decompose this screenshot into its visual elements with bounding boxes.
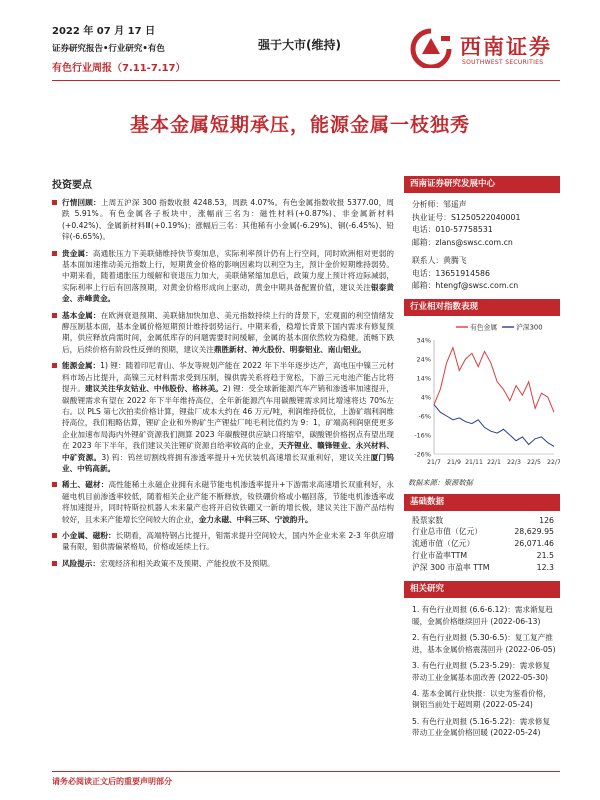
basic-data-label: 行业总市值（亿元） [412,527,483,537]
basic-data-value: 26,071.46 [514,539,554,549]
y-tick-label: 34% [416,336,431,344]
bullet-text: 上周五沪深 300 指数收报 4248.53，周跌 4.07%。有色金属指数收报 5377.00，周跌 5.91%。有色金属各子板块中，涨幅前三名为：磁性材料(+0.87%)、非金属新材料(+0.42%)、金属新材料Ⅲ(+0.19%)；涨幅后三名：其他稀有小金属(-6.29%)、铜(-6.45%)、铅锌(-6.65%)。 [62,198,394,242]
legend-label: 沪深300 [516,323,543,331]
x-tick-label: 21/11 [465,458,483,466]
bullet-text: 高性能稀土永磁企业拥有永磁节能电机渗透率提升+下游需求高速增长双重利好，永磁电机目前渗透率较低，随着相关企业产能不断释放，钕铁硼价格或小幅回落，节能电机渗透率或将加速提升，同时特斯拉机器人未来量产也将开启钕铁硼又一新的增长极，建议关注下游产品结构较好，且未来产能增长空间较大的企业， [62,480,395,524]
bullet-label: 风险提示： [62,558,100,568]
x-tick-label: 22/5 [527,458,541,466]
bullet-energy-metals [52,360,394,474]
logo-english-name: SOUTHWEST SECURITIES [462,59,544,66]
basic-data-bar: 基础数据 [404,494,560,511]
footer-disclaimer: 请务必阅读正文后的重要声明部分 [52,777,172,786]
basic-data-value: 21.5 [536,550,554,560]
bullet-picks: 鼎胜新材、神火股份、明泰铝业、南山铝业。 [213,344,366,354]
bullet-label: 行情回顾： [62,198,101,207]
related-list [404,598,560,738]
analyst-email: 邮箱：zlans@swsc.com.cn [412,237,513,247]
chart-source: 数据来源：聚源数据 [408,477,473,487]
series-line-csi300 [434,404,554,446]
basic-data-list [404,511,560,574]
contact-name: 联系人：黄腾飞 [412,256,467,265]
bullet-text: 在欧洲衰退预期、美联储加快加息、美元指数持续上行的背景下，宏观面的利空情绪发酵压制基本面，基本金属价格短期预计维持弱势运行。中期来看，稳增长背景下国内需求有修复预期，供应释放尚需时间，金属低库存的问题需要时间缓解，金属的基本面依然较为稳健。流畅下跌后，后续价格有阶段性反弹的预期，建议关注 [62,310,395,354]
x-tick-label: 22/7 [547,458,560,466]
x-tick-label: 22/3 [507,458,521,466]
contact-email: 邮箱：htengf@swsc.com.cn [412,281,519,290]
basic-data-label: 沪深 300 市盈率 TTM [412,562,490,572]
series-line-nonferrous [434,347,554,412]
trend-chart-svg [404,318,560,476]
bullet-text: 长期看，高端特钢占比提升，钼需求提升空间较大，国内外企业未来 2-3 年供应增量有限，钼供需偏紧格局，价格或延续上行。 [62,530,394,552]
bullet-text: 3) 钨：钨丝切割线将拥有渗透率提升+光伏装机高速增长双重利好，建议关注 [101,452,371,462]
section-title: 投资要点 [52,180,92,191]
investment-points [52,176,394,574]
bullet-minor-metals [52,530,394,553]
related-item[interactable]: 2. 有色行业周报 (5.30-6.5)：复工复产推进，基本金属价格震荡回升 (2022-06-05) [412,633,556,654]
bullet-picks: 建议关注华友钴业、中伟股份、格林美。 [84,384,223,394]
logo-mark-icon [408,28,454,68]
chart-bar: 行业相对指数表现 [404,299,560,316]
company-logo [408,28,558,72]
bullet-precious-metals [52,248,394,305]
y-tick-label: -26% [414,450,431,458]
y-tick-label: -6% [418,412,431,420]
analyst-cert: 执业证号：S1250522040001 [412,212,521,222]
basic-data-value: 126 [539,515,554,525]
contact-phone: 电话：13651914586 [412,268,490,278]
related-bar: 相关研究 [404,581,560,598]
basic-data-row [404,550,560,562]
basic-data-row [404,515,560,527]
y-tick-label: 4% [420,393,431,401]
basic-data-label: 流通市值（亿元） [412,539,475,549]
y-tick-label: 14% [416,374,431,382]
bullet-label: 能源金属： [62,361,101,371]
analyst-block [404,193,560,293]
basic-data-value: 12.3 [536,562,554,572]
analyst-name: 分析师：邹遥声 [412,200,467,209]
basic-data-row [404,562,560,574]
trend-chart [404,318,560,476]
related-item[interactable]: 3. 有色行业周报 (5.23-5.29)：需求修复带动工业金属基本面改善 (2022-05-30) [412,661,551,682]
x-tick-label: 21/7 [427,458,441,466]
bullet-picks: 厦门钨业、中钨高新。 [62,452,395,473]
bullet-label: 贵金属： [62,248,93,258]
legend-label: 有色金属 [470,323,498,331]
bullet-text: 2) 锂：受全球新能源汽车产销和渗透率加速提升，碳酸锂需求有望在 2022 年下半年维持高位，全年新能源汽车用碳酸锂需求同比增速将达 70%左右。以 PLS 第七次拍卖价格计算，锂盐厂成本大约在 46 万元/吨，利润维持低位，上游矿端利润维持高位，我们粗略估算，锂矿企业和外购矿生产锂盐厂吨毛利比值约为 9：1，矿端高利润驱使更多企业加速布局海内外锂矿资源我们测算 2023 年碳酸锂供应缺口将缩窄，碳酸锂价格拐点有望出现在 2023 年下半年，我们建议关注锂矿资源自给率较高的企业， [62,384,394,451]
related-item[interactable]: 1. 有色行业周报 (6.6-6.12)：需求渐复趋暖，金属价格继续回升 (2022-06-13) [412,605,553,626]
analyst-phone: 电话：010-57758531 [412,225,493,234]
report-headline: 基本金属短期承压，能源金属一枝独秀 [129,114,470,136]
bullet-rare-earth [52,479,394,525]
header-divider [52,80,560,81]
basic-data-row [404,526,560,538]
report-date: 2022 年 07 月 17 日 [52,26,156,37]
bullet-text: 宏观经济和相关政策不及预期、产能投放不及预期。 [99,558,275,568]
related-item[interactable]: 5. 有色行业周报 (5.16-5.22)：需求修复带动工业金属价格回暖 (2022-05-24) [412,716,551,738]
report-type: 证券研究报告•行业研究•有色 [52,44,165,54]
x-tick-label: 21/9 [447,458,461,466]
bullet-market-review [52,197,394,243]
bullet-picks: 天齐锂业、赣锋锂业、永兴材料、中矿资源。 [62,441,395,462]
logo-chinese-name: 西南证券 [460,35,552,59]
sidebar [404,176,560,744]
bullet-picks: 金力永磁、中科三环、宁波韵升。 [198,514,313,524]
bullet-risk [52,558,394,569]
basic-data-label: 股票家数 [412,515,444,525]
x-tick-label: 22/1 [487,458,501,466]
bullet-label: 稀土、磁材： [62,480,109,490]
basic-data-label: 行业市盈率TTM [412,550,468,560]
bullet-text: 1) 锂：随着印尼青山、华友等规划产能在 2022 年下半年逐步达产，高电压中镍三元材料市场占比提升，高镍三元材料需求受到压制，镍供需关系将趋于宽松，下游三元电池产能占比将提升。 [62,361,395,394]
y-tick-label: 24% [416,355,431,363]
basic-data-value: 28,629.95 [514,527,554,537]
related-item[interactable]: 4. 基本金属行业快报：以史为鉴看价格，铜铝当前处于超周期 (2022-05-24) [412,688,551,710]
weekly-title: 有色行业周报（7.11-7.17） [52,63,186,74]
bullet-text: 高通胀压力下美联储维持快节奏加息，实际利率预计仍有上行空间，同时欧洲相对更弱的基本面加速推动美元指数上行，短期黄金价格的影响因素均以利空为主，预计金价短期维持弱势。中期来看，随着通胀压力缓解和衰退压力加大，美联储紧缩加息后，政策力度上预计将边际减弱，实际利率上行后有回落预期，对黄金价格形成向上驱动，黄金中期具备配置价值，建议关注 [62,248,395,292]
y-tick-label: -16% [414,431,431,439]
footer-divider [52,771,560,772]
bullet-base-metals [52,310,394,356]
bullet-picks: 银泰黄金、赤峰黄金。 [62,282,395,304]
analyst-bar: 西南证券研究发展中心 [404,176,560,193]
bullet-label: 小金属、磁粉： [62,530,116,540]
rating: 强于大市(维持) [258,38,341,52]
basic-data-row [404,538,560,550]
bullet-label: 基本金属： [62,310,101,320]
